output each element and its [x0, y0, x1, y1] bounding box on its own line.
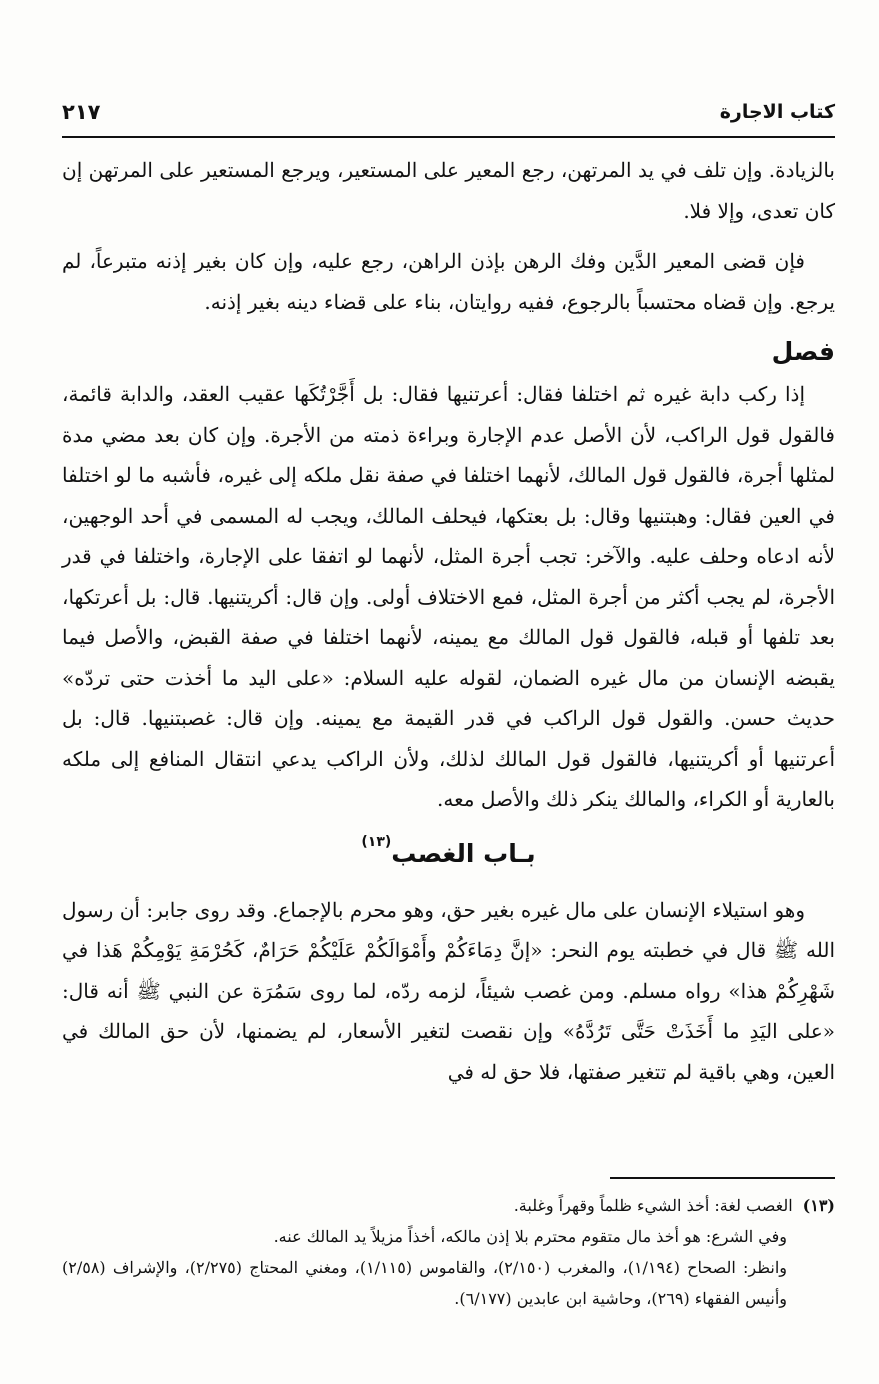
paragraph-1: بالزيادة. وإن تلف في يد المرتهن، رجع المعير على المستعير، ويرجع المستعير على المرتهن إن كان تعدى، وإلا فلا.: [62, 158, 835, 223]
footnote-line-2: وفي الشرع: هو أخذ مال متقوم محترم بلا إذن مالكه، أخذاً مزيلاً يد المالك عنه.: [273, 1227, 787, 1246]
section-heading-fasl: فصل: [771, 337, 835, 366]
footnote-number: (١٣): [802, 1196, 835, 1215]
page-number: ٢١٧: [62, 100, 101, 124]
paragraph-3: إذا ركب دابة غيره ثم اختلفا فقال: أعرتنيها فقال: بل أَجَّرْتُكَها عقيب العقد، والدابة قائمة، فالقول قول الراكب، لأن الأصل عدم الإجارة وبراءة ذمته من الأجرة. وإن كان بعد مضي مدة لمثلها أجرة، فالقول قول المالك، لأنهما اختلفا في صفة نقل ملكه إلى غيره، فأشبه ما لو اختلفا في العين فقال: وهبتنيها وقال: بل بعتكها، فيحلف المالك، ويجب له المسمى في أحد الوجهين، لأنه ادعاه وحلف عليه. والآخر: تجب أجرة المثل، لأنهما لو اتفقا على الإجارة، واختلفا في قدر الأجرة، لم يجب أكثر من أجرة المثل، فمع الاختلاف أولى. وإن قال: أكريتنيها. قال: بل أعرتكها، بعد تلفها أو قبله، فالقول قول المالك مع يمينه، لأنهما اختلفا في صفة القبض، والأصل فيما يقبضه الإنسان من مال غيره الضمان، لقوله عليه السلام: «على اليد ما أخذت حتى تردّه» حديث حسن. والقول قول الراكب في قدر القيمة مع يمينه. وإن قال: غصبتنيها. قال: بل أعرتنيها أو أكريتنيها، فالقول قول المالك لذلك، ولأن الراكب يدعي انتقال المنافع إلى ملكه بالعارية أو الكراء، والمالك ينكر ذلك والأصل معه.: [62, 382, 835, 811]
paragraph-4: وهو استيلاء الإنسان على مال غيره بغير حق، وهو محرم بالإجماع. وقد روى جابر: أن رسول الله ﷺ قال في خطبته يوم النحر: «إنَّ دِمَاءَكُمْ وأَمْوَالَكُمْ عَلَيْكُمْ حَرَامٌ، كَحُرْمَةِ يَوْمِكُمْ هَذا في شَهْرِكُمْ هذا» رواه مسلم. ومن غصب شيئاً، لزمه ردّه، لما روى سَمُرَة عن النبي ﷺ أنه قال: «على اليَدِ ما أَخَذَتْ حَتَّى تَرُدَّهُ» وإن نقصت لتغير الأسعار، لم يضمنها، لأن حق المالك في العين، وهي باقية لم تتغير صفتها، فلا حق له في: [62, 897, 835, 1084]
paragraph-2: فإن قضى المعير الدَّين وفك الرهن بإذن الراهن، رجع عليه، وإن كان بغير إذنه متبرعاً، لم يرجع. وإن قضاه محتسباً بالرجوع، ففيه روايتان، بناء على قضاء دينه بغير إذنه.: [62, 249, 835, 314]
running-header: [62, 92, 835, 132]
footnotes: [62, 1190, 835, 1314]
footnote-reference: (١٣): [361, 833, 392, 850]
chapter-title: بـاب الغصب: [391, 838, 536, 868]
footnote-line-3: وانظر: الصحاح (١/١٩٤)، والمغرب (٢/١٥٠)، والقاموس (١/١١٥)، ومغني المحتاج (٢/٢٧٥)، والإشراف (٢/٥٨) وأنيس الفقهاء (٢٦٩)، وحاشية ابن عابدين (٦/١٧٧).: [62, 1258, 788, 1308]
main-text: [62, 150, 835, 1092]
chapter-running-title: كتاب الاجارة: [719, 101, 835, 123]
header-divider: [62, 136, 835, 138]
footnote-divider: [610, 1177, 835, 1179]
footnote-line-1: [62, 1190, 835, 1221]
chapter-heading: [62, 832, 835, 876]
footnote-text-1: الغصب لغة: أخذ الشيء ظلماً وقهراً وغلبة.: [513, 1196, 793, 1215]
